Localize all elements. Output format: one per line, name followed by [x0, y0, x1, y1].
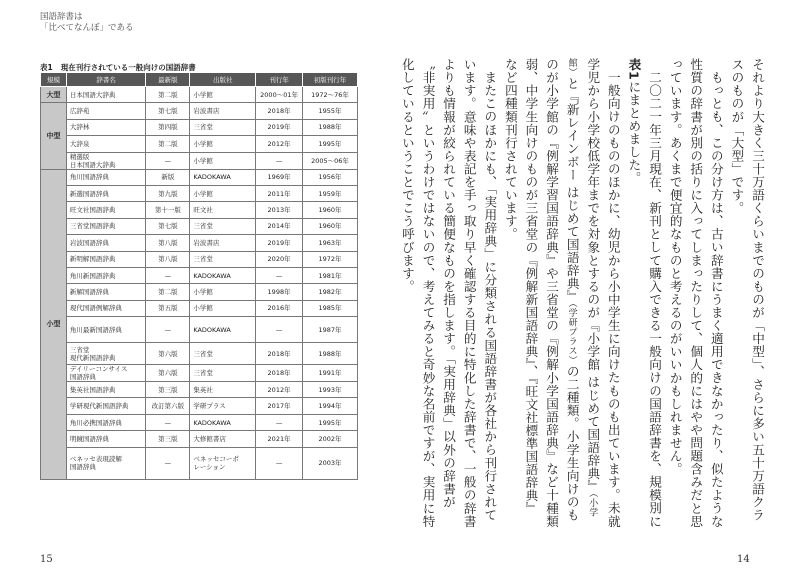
publisher: ベネッセコーポ レーション — [190, 447, 256, 479]
paragraph — [499, 58, 623, 528]
latest-edition: 新版 — [146, 169, 190, 185]
latest-edition: 第五版 — [146, 300, 190, 316]
first-edition-year: 1972年 — [303, 251, 358, 267]
publisher-note: （小学館） — [566, 58, 598, 517]
latest-edition: 第六版 — [146, 343, 190, 365]
size-category: 中型 — [41, 103, 67, 169]
paragraph: それより大きく三十万語くらいまでのものが「中型」、さらに多い五十万語クラスのものが「大型」です。 — [729, 58, 765, 522]
latest-edition: 第六版 — [146, 365, 190, 382]
table-row — [41, 169, 358, 185]
table-row — [41, 447, 358, 479]
publisher: 小学館 — [190, 152, 256, 169]
publication-year: 2019年 — [256, 119, 303, 135]
dictionary-name: 日本国語大辞典 — [66, 87, 145, 103]
dictionary-name: 角川必携国語辞典 — [66, 414, 145, 430]
paragraph-text: の二種類。小学生向けのものが小学館の『例解学習国語辞典』や三省堂の『例解小学国語辞典』など十種類弱、中学生向けのものが三省堂の『例解新国語辞典』、『旺文社標準国語辞典』など四種類刊行されています。 — [502, 58, 580, 528]
latest-edition: 第七版 — [146, 103, 190, 119]
publication-year: 2018年 — [256, 365, 303, 382]
dictionary-name: 三省堂国語辞典 — [66, 218, 145, 234]
table-row — [41, 185, 358, 201]
dictionary-name: 集英社国語辞典 — [66, 382, 145, 398]
size-category: 大型 — [41, 87, 67, 103]
paragraph-text: 二〇二一年三月現在、新刊として購入できる一般向けの国語辞書を、規模別に — [647, 70, 663, 528]
latest-edition: 第七版 — [146, 218, 190, 234]
table-row — [41, 365, 358, 382]
header-cell: 初版刊行年 — [303, 73, 358, 87]
publication-year: 2021年 — [256, 431, 303, 447]
first-edition-year: 1995年 — [303, 136, 358, 152]
publication-year: — — [256, 414, 303, 430]
publisher: 小学館 — [190, 87, 256, 103]
dictionary-name: 学研現代新国語辞典 — [66, 398, 145, 414]
first-edition-year: 1995年 — [303, 414, 358, 430]
table-row — [41, 152, 358, 169]
latest-edition: 第三版 — [146, 431, 190, 447]
dictionary-name: 岩波国語辞典 — [66, 235, 145, 251]
table-row — [41, 235, 358, 251]
first-edition-year: 1987年 — [303, 317, 358, 343]
publisher: 三省堂 — [190, 343, 256, 365]
publication-year: — — [256, 267, 303, 283]
latest-edition: 第二版 — [146, 136, 190, 152]
latest-edition: 第二版 — [146, 87, 190, 103]
publication-year: — — [256, 447, 303, 479]
latest-edition: 改訂第六版 — [146, 398, 190, 414]
publication-year: 2016年 — [256, 300, 303, 316]
first-edition-year: 1959年 — [303, 185, 358, 201]
dictionary-name: 旺文社国語辞典 — [66, 202, 145, 218]
table-row — [41, 87, 358, 103]
dictionary-name: 角川新国語辞典 — [66, 267, 145, 283]
right-page — [400, 0, 800, 586]
latest-edition: — — [146, 267, 190, 283]
dictionary-name: 新選国語辞典 — [66, 185, 145, 201]
first-edition-year: 1972～76年 — [303, 87, 358, 103]
table-row — [41, 284, 358, 300]
latest-edition: — — [146, 317, 190, 343]
first-edition-year: 2003年 — [303, 447, 358, 479]
latest-edition: — — [146, 414, 190, 430]
table-row — [41, 136, 358, 152]
table-row — [41, 103, 358, 119]
publication-year: — — [256, 152, 303, 169]
publisher: 学研プラス — [190, 398, 256, 414]
publication-year: 2019年 — [256, 235, 303, 251]
first-edition-year: 1960年 — [303, 218, 358, 234]
publisher: 小学館 — [190, 284, 256, 300]
table-row — [41, 267, 358, 283]
publisher: KADOKAWA — [190, 169, 256, 185]
latest-edition: 第二版 — [146, 284, 190, 300]
table-row — [41, 119, 358, 135]
first-edition-year: 1993年 — [303, 382, 358, 398]
publisher: 岩波書店 — [190, 103, 256, 119]
publisher: 集英社 — [190, 382, 256, 398]
publisher: 岩波書店 — [190, 235, 256, 251]
paragraph: もっとも、この分け方は、古い辞書にうまく適用できなかったり、似たような性質の辞書が別の括りに入ってしまったりして、個人的にはやや問題含みだと思っています。あくまで便宜的なものと考えるのがいいかもしれません。 — [667, 58, 724, 528]
publication-year: 1969年 — [256, 169, 303, 185]
publication-year: 2020年 — [256, 251, 303, 267]
publication-year: 2012年 — [256, 382, 303, 398]
dictionary-name: デイリーコンサイス 国語辞典 — [66, 365, 145, 382]
table-row — [41, 317, 358, 343]
page-number-right: 14 — [737, 554, 750, 565]
publisher: KADOKAWA — [190, 414, 256, 430]
publication-year: 2013年 — [256, 202, 303, 218]
dictionary-name: 角川最新国語辞典 — [66, 317, 145, 343]
page-number-left: 15 — [40, 554, 53, 565]
publisher-note: （学研プラス） — [566, 303, 577, 365]
first-edition-year: 1988年 — [303, 343, 358, 365]
publisher: 三省堂 — [190, 119, 256, 135]
publisher: 小学館 — [190, 185, 256, 201]
table-title: 現在刊行されている一般向けの国語辞書 — [60, 63, 196, 72]
latest-edition: 第九版 — [146, 185, 190, 201]
publisher: 小学館 — [190, 300, 256, 316]
table-header-row — [41, 73, 358, 87]
first-edition-year: 1960年 — [303, 202, 358, 218]
running-head-line-2: 「比べてなんぼ」である — [40, 23, 134, 33]
dictionary-name: ベネッセ表現読解 国語辞典 — [66, 447, 145, 479]
publisher: 旺文社 — [190, 202, 256, 218]
paragraph-text: にまとめました。 — [626, 80, 642, 185]
dictionary-name: 大辞林 — [66, 119, 145, 135]
latest-edition: 第三版 — [146, 382, 190, 398]
publisher: KADOKAWA — [190, 317, 256, 343]
dictionary-name: 角川国語辞典 — [66, 169, 145, 185]
latest-edition: — — [146, 447, 190, 479]
table-reference: 表1 — [626, 58, 642, 81]
table-row — [41, 398, 358, 414]
table-row — [41, 218, 358, 234]
publication-year: 2018年 — [256, 343, 303, 365]
paragraph: またこのほかにも、「実用辞典」に分類される国語辞書が各社から刊行されています。意味や表記を手っ取り早く確認する目的に特化した辞書で、一般の辞書よりも情報が絞られている簡便なものを指します。「実用辞典」以外の辞書が〝非実用〟というわけではないので、考えてみると奇妙な名前ですが、実用に特化しているということでこう呼びます。 — [399, 58, 498, 528]
header-cell: 刊行年 — [256, 73, 303, 87]
dictionary-name: 新解国語辞典 — [66, 284, 145, 300]
table-number: 表1 — [40, 63, 53, 72]
size-category: 小型 — [41, 169, 67, 479]
table-row — [41, 300, 358, 316]
dictionary-name: 三省堂 現代新国語辞典 — [66, 343, 145, 365]
first-edition-year: 1985年 — [303, 300, 358, 316]
publisher: 小学館 — [190, 136, 256, 152]
publisher: 三省堂 — [190, 251, 256, 267]
publication-year: 2014年 — [256, 218, 303, 234]
publisher: KADOKAWA — [190, 267, 256, 283]
latest-edition: 第八版 — [146, 251, 190, 267]
publisher: 大修館書店 — [190, 431, 256, 447]
running-head — [40, 12, 134, 34]
header-cell: 規模 — [41, 73, 67, 87]
paragraph-text: 一般向けのもののほかに、幼児から小中学生に向けたものも出ています。未就学児から小学校低学年までを対象とするのが『小学館 はじめて国語辞典』 — [585, 58, 621, 528]
running-head-line-1: 国語辞書は — [40, 12, 83, 22]
first-edition-year: 2002年 — [303, 431, 358, 447]
first-edition-year: 1963年 — [303, 235, 358, 251]
body-text — [396, 58, 767, 528]
publication-year: 2018年 — [256, 103, 303, 119]
dictionary-name: 現代国語例解辞典 — [66, 300, 145, 316]
dictionary-name: 大辞泉 — [66, 136, 145, 152]
table-row — [41, 431, 358, 447]
header-cell: 辞書名 — [66, 73, 145, 87]
first-edition-year: 1982年 — [303, 284, 358, 300]
paragraph — [623, 58, 664, 528]
publication-year: — — [256, 317, 303, 343]
paragraph-text: と『新レインボー はじめて国語辞典』 — [564, 76, 580, 304]
header-cell: 出版社 — [190, 73, 256, 87]
publication-year: 2012年 — [256, 136, 303, 152]
first-edition-year: 1981年 — [303, 267, 358, 283]
first-edition-year: 2005～06年 — [303, 152, 358, 169]
publication-year: 2011年 — [256, 185, 303, 201]
table-body — [41, 87, 358, 480]
publication-year: 2017年 — [256, 398, 303, 414]
header-cell: 最新版 — [146, 73, 190, 87]
dictionary-name: 明鏡国語辞典 — [66, 431, 145, 447]
table-row — [41, 251, 358, 267]
publication-year: 2000～01年 — [256, 87, 303, 103]
latest-edition: 第十一版 — [146, 202, 190, 218]
first-edition-year: 1988年 — [303, 119, 358, 135]
latest-edition: — — [146, 152, 190, 169]
table-row — [41, 414, 358, 430]
dictionary-name: 広辞苑 — [66, 103, 145, 119]
publication-year: 1998年 — [256, 284, 303, 300]
first-edition-year: 1956年 — [303, 169, 358, 185]
latest-edition: 第八版 — [146, 235, 190, 251]
first-edition-year: 1991年 — [303, 365, 358, 382]
dictionary-name: 精選版 日本国語大辞典 — [66, 152, 145, 169]
latest-edition: 第四版 — [146, 119, 190, 135]
table-row — [41, 343, 358, 365]
publisher: 三省堂 — [190, 218, 256, 234]
table-row — [41, 382, 358, 398]
publisher: 三省堂 — [190, 365, 256, 382]
first-edition-year: 1955年 — [303, 103, 358, 119]
first-edition-year: 1994年 — [303, 398, 358, 414]
dictionary-table — [40, 72, 358, 480]
table-row — [41, 202, 358, 218]
dictionary-name: 新明解国語辞典 — [66, 251, 145, 267]
